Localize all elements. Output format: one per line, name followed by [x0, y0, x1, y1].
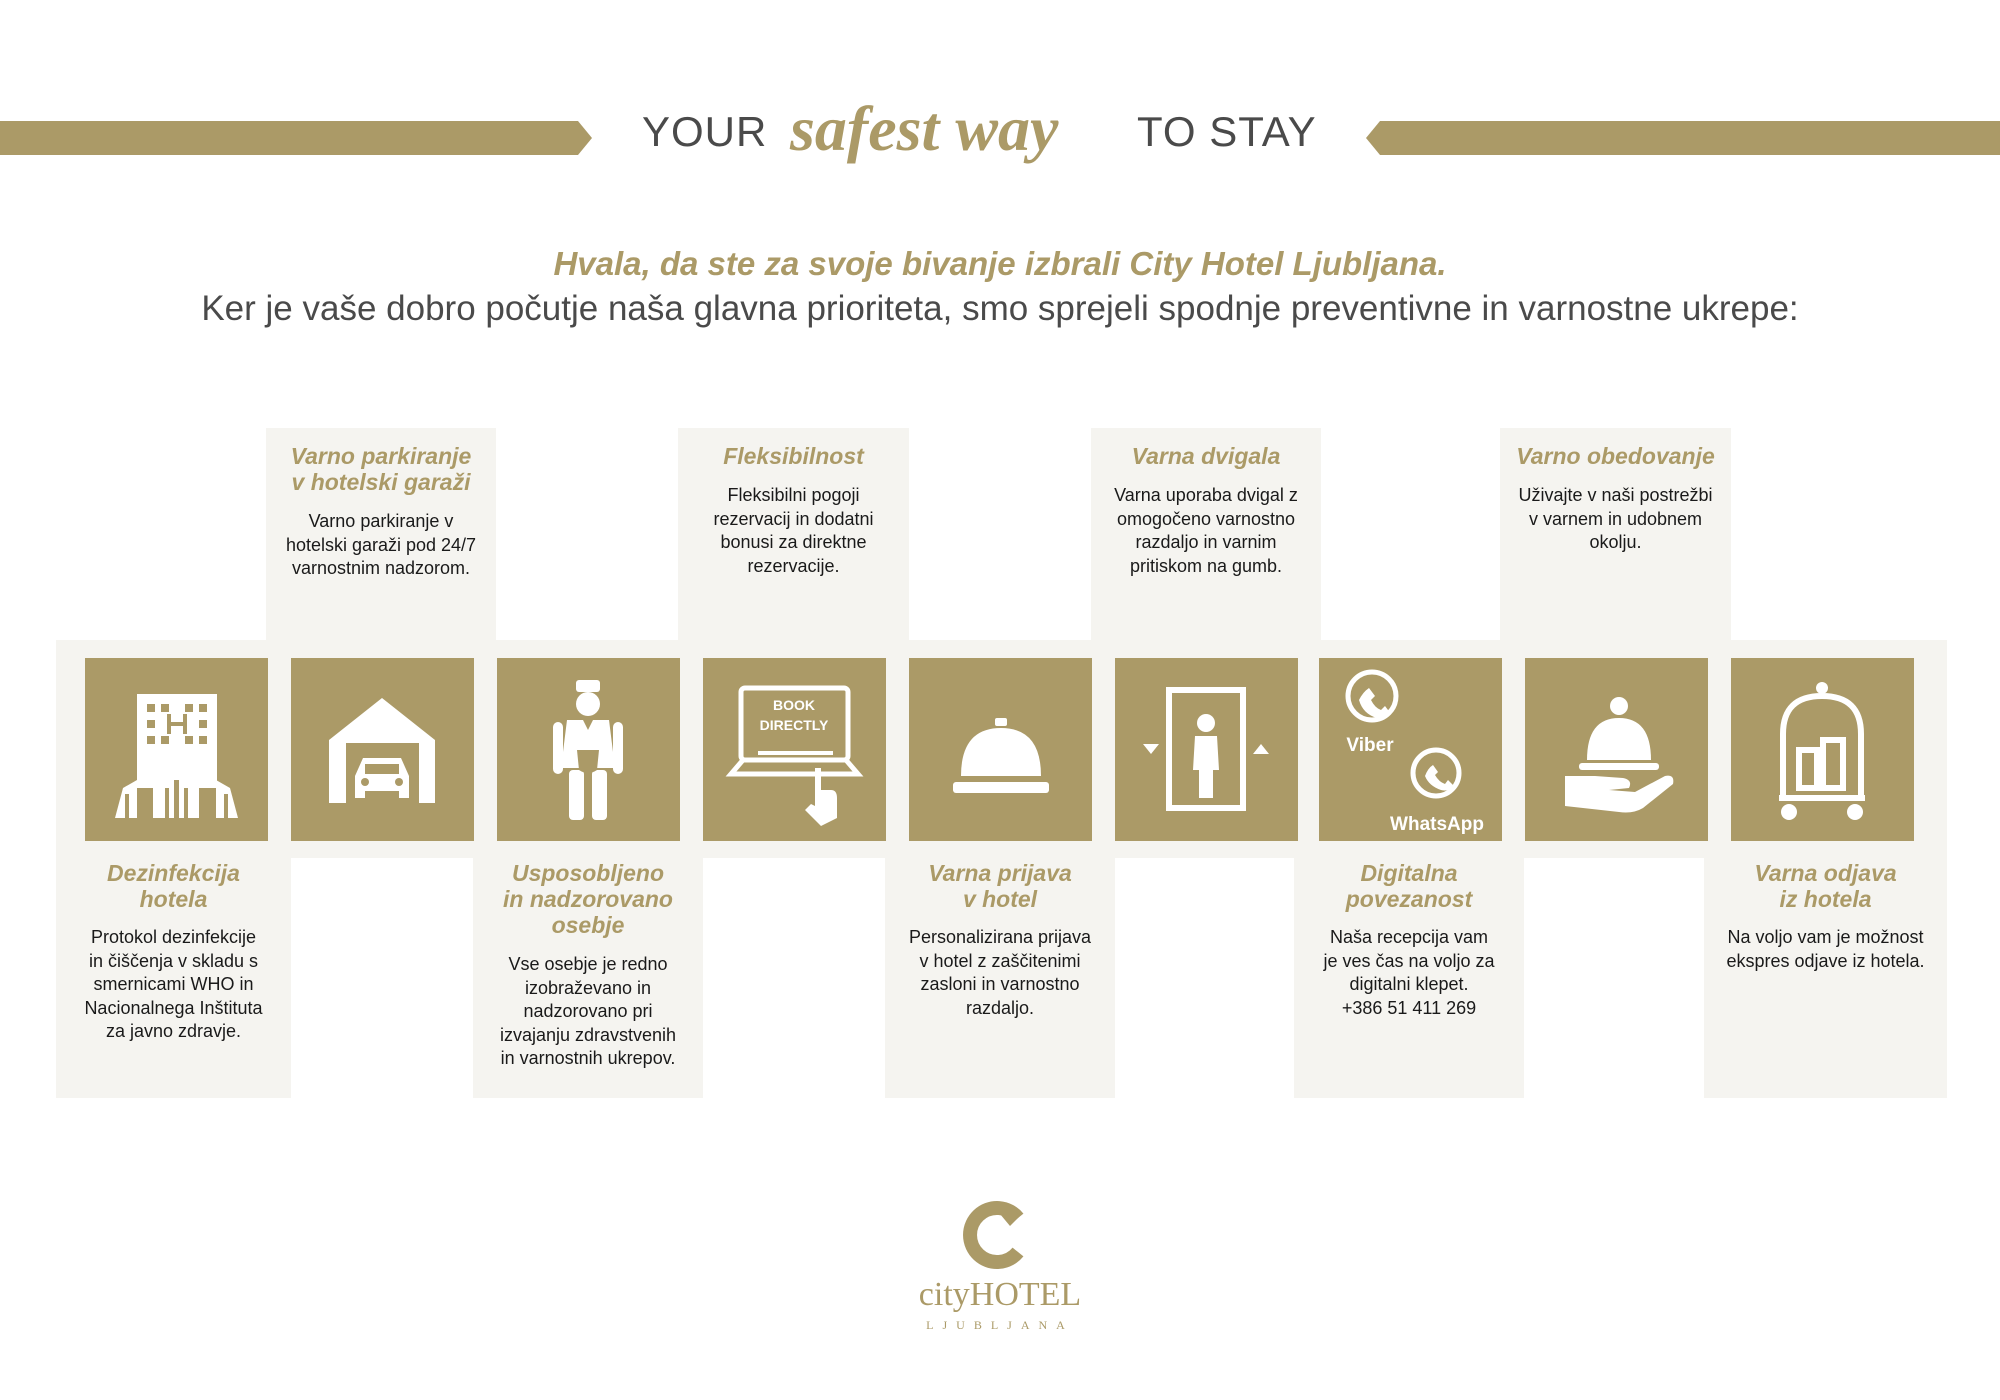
- tile-staff: [497, 658, 680, 841]
- item-title-flexibility: Fleksibilnost: [723, 443, 864, 469]
- tile-dining: [1525, 658, 1708, 841]
- logo-brand-hotel: HOTEL: [969, 1276, 1082, 1313]
- city-hotel-logo: [900, 1200, 1100, 1340]
- logo-brand-city: city: [918, 1276, 970, 1313]
- logo-location: LJUBLJANA: [926, 1318, 1074, 1332]
- tile-check-out: [1731, 658, 1914, 841]
- garage-car-icon: [291, 658, 474, 841]
- item-desc-check-in: Personalizirana prijava v hotel z zaščitenimi zasloni in varnostno razdaljo.: [908, 927, 1092, 1018]
- header-title-to-stay: TO STAY: [1137, 108, 1317, 155]
- header-title-your: YOUR: [642, 108, 768, 155]
- intro-measures: Ker je vaše dobro počutje naša glavna prioriteta, smo sprejeli spodnje preventivne in varnostne ukrepe:: [201, 289, 1799, 328]
- serving-cloche-icon: [1525, 658, 1708, 841]
- header-title-safest-way: safest way: [790, 93, 1059, 164]
- item-title-check-in: Varna prijava v hotel: [928, 860, 1072, 912]
- directly-label: DIRECTLY: [759, 717, 829, 733]
- logo-c-mark: [900, 1200, 1100, 1270]
- book-label: BOOK: [773, 697, 815, 713]
- item-title-digital: Digitalna povezanost: [1345, 860, 1473, 912]
- tile-flexibility: [703, 658, 886, 841]
- item-desc-parking: Varno parkiranje v hotelski garaži pod 24/7 varnostnim nadzorom.: [285, 511, 477, 578]
- item-desc-digital: Naša recepcija vam je ves čas na voljo za digitalni klepet. +386 51 411 269: [1294, 926, 1524, 1020]
- tile-digital: [1319, 658, 1502, 841]
- item-title-staff: Usposobljeno in nadzorovano osebje: [503, 860, 673, 938]
- elevator-icon: [1115, 658, 1298, 841]
- item-title-check-out: Varna odjava iz hotela: [1754, 860, 1897, 912]
- chat-apps-icon: [1319, 658, 1502, 841]
- reception-phone-number[interactable]: +386 51 411 269: [1341, 997, 1477, 1018]
- viber-label: Viber: [1346, 735, 1394, 756]
- item-title-disinfection: Dezinfekcija hotela: [107, 860, 240, 912]
- item-desc-check-out: Na voljo vam je možnost ekspres odjave iz hotela.: [1726, 927, 1925, 971]
- tile-disinfection: [85, 658, 268, 841]
- item-desc-disinfection: Protokol dezinfekcije in čiščenja v skladu s smernicami WHO in Nacionalnega Inštituta za javno zdravje.: [84, 927, 263, 1041]
- item-desc-elevator: Varna uporaba dvigal z omogočeno varnostno razdaljo in varnim pritiskom na gumb.: [1114, 485, 1298, 576]
- tile-elevator: [1115, 658, 1298, 841]
- tile-check-in: [909, 658, 1092, 841]
- whatsapp-label: WhatsApp: [1390, 814, 1484, 835]
- header-banner-right: [1366, 121, 2000, 155]
- reception-bell-icon: [909, 658, 1092, 841]
- item-desc-staff: Vse osebje je redno izobraževano in nadzorovano pri izvajanju zdravstvenih in varnostnih ukrepov.: [499, 954, 677, 1068]
- bellboy-icon: [497, 658, 680, 841]
- header-banner-left: [0, 121, 592, 155]
- item-desc-flexibility: Fleksibilni pogoji rezervacij in dodatni bonusi za direktne rezervacije.: [713, 485, 874, 576]
- intro-thanks: Hvala, da ste za svoje bivanje izbrali City Hotel Ljubljana.: [553, 245, 1447, 282]
- item-title-elevator: Varna dvigala: [1131, 443, 1281, 469]
- tile-parking: [291, 658, 474, 841]
- item-title-parking: Varno parkiranje v hotelski garaži: [290, 443, 472, 495]
- item-desc-dining: Uživajte v naši postrežbi v varnem in udobnem okolju.: [1518, 485, 1713, 552]
- item-title-dining: Varno obedovanje: [1516, 443, 1715, 469]
- luggage-cart-icon: [1731, 658, 1914, 841]
- hotel-building-icon: [85, 658, 268, 841]
- laptop-booking-icon: [703, 658, 886, 841]
